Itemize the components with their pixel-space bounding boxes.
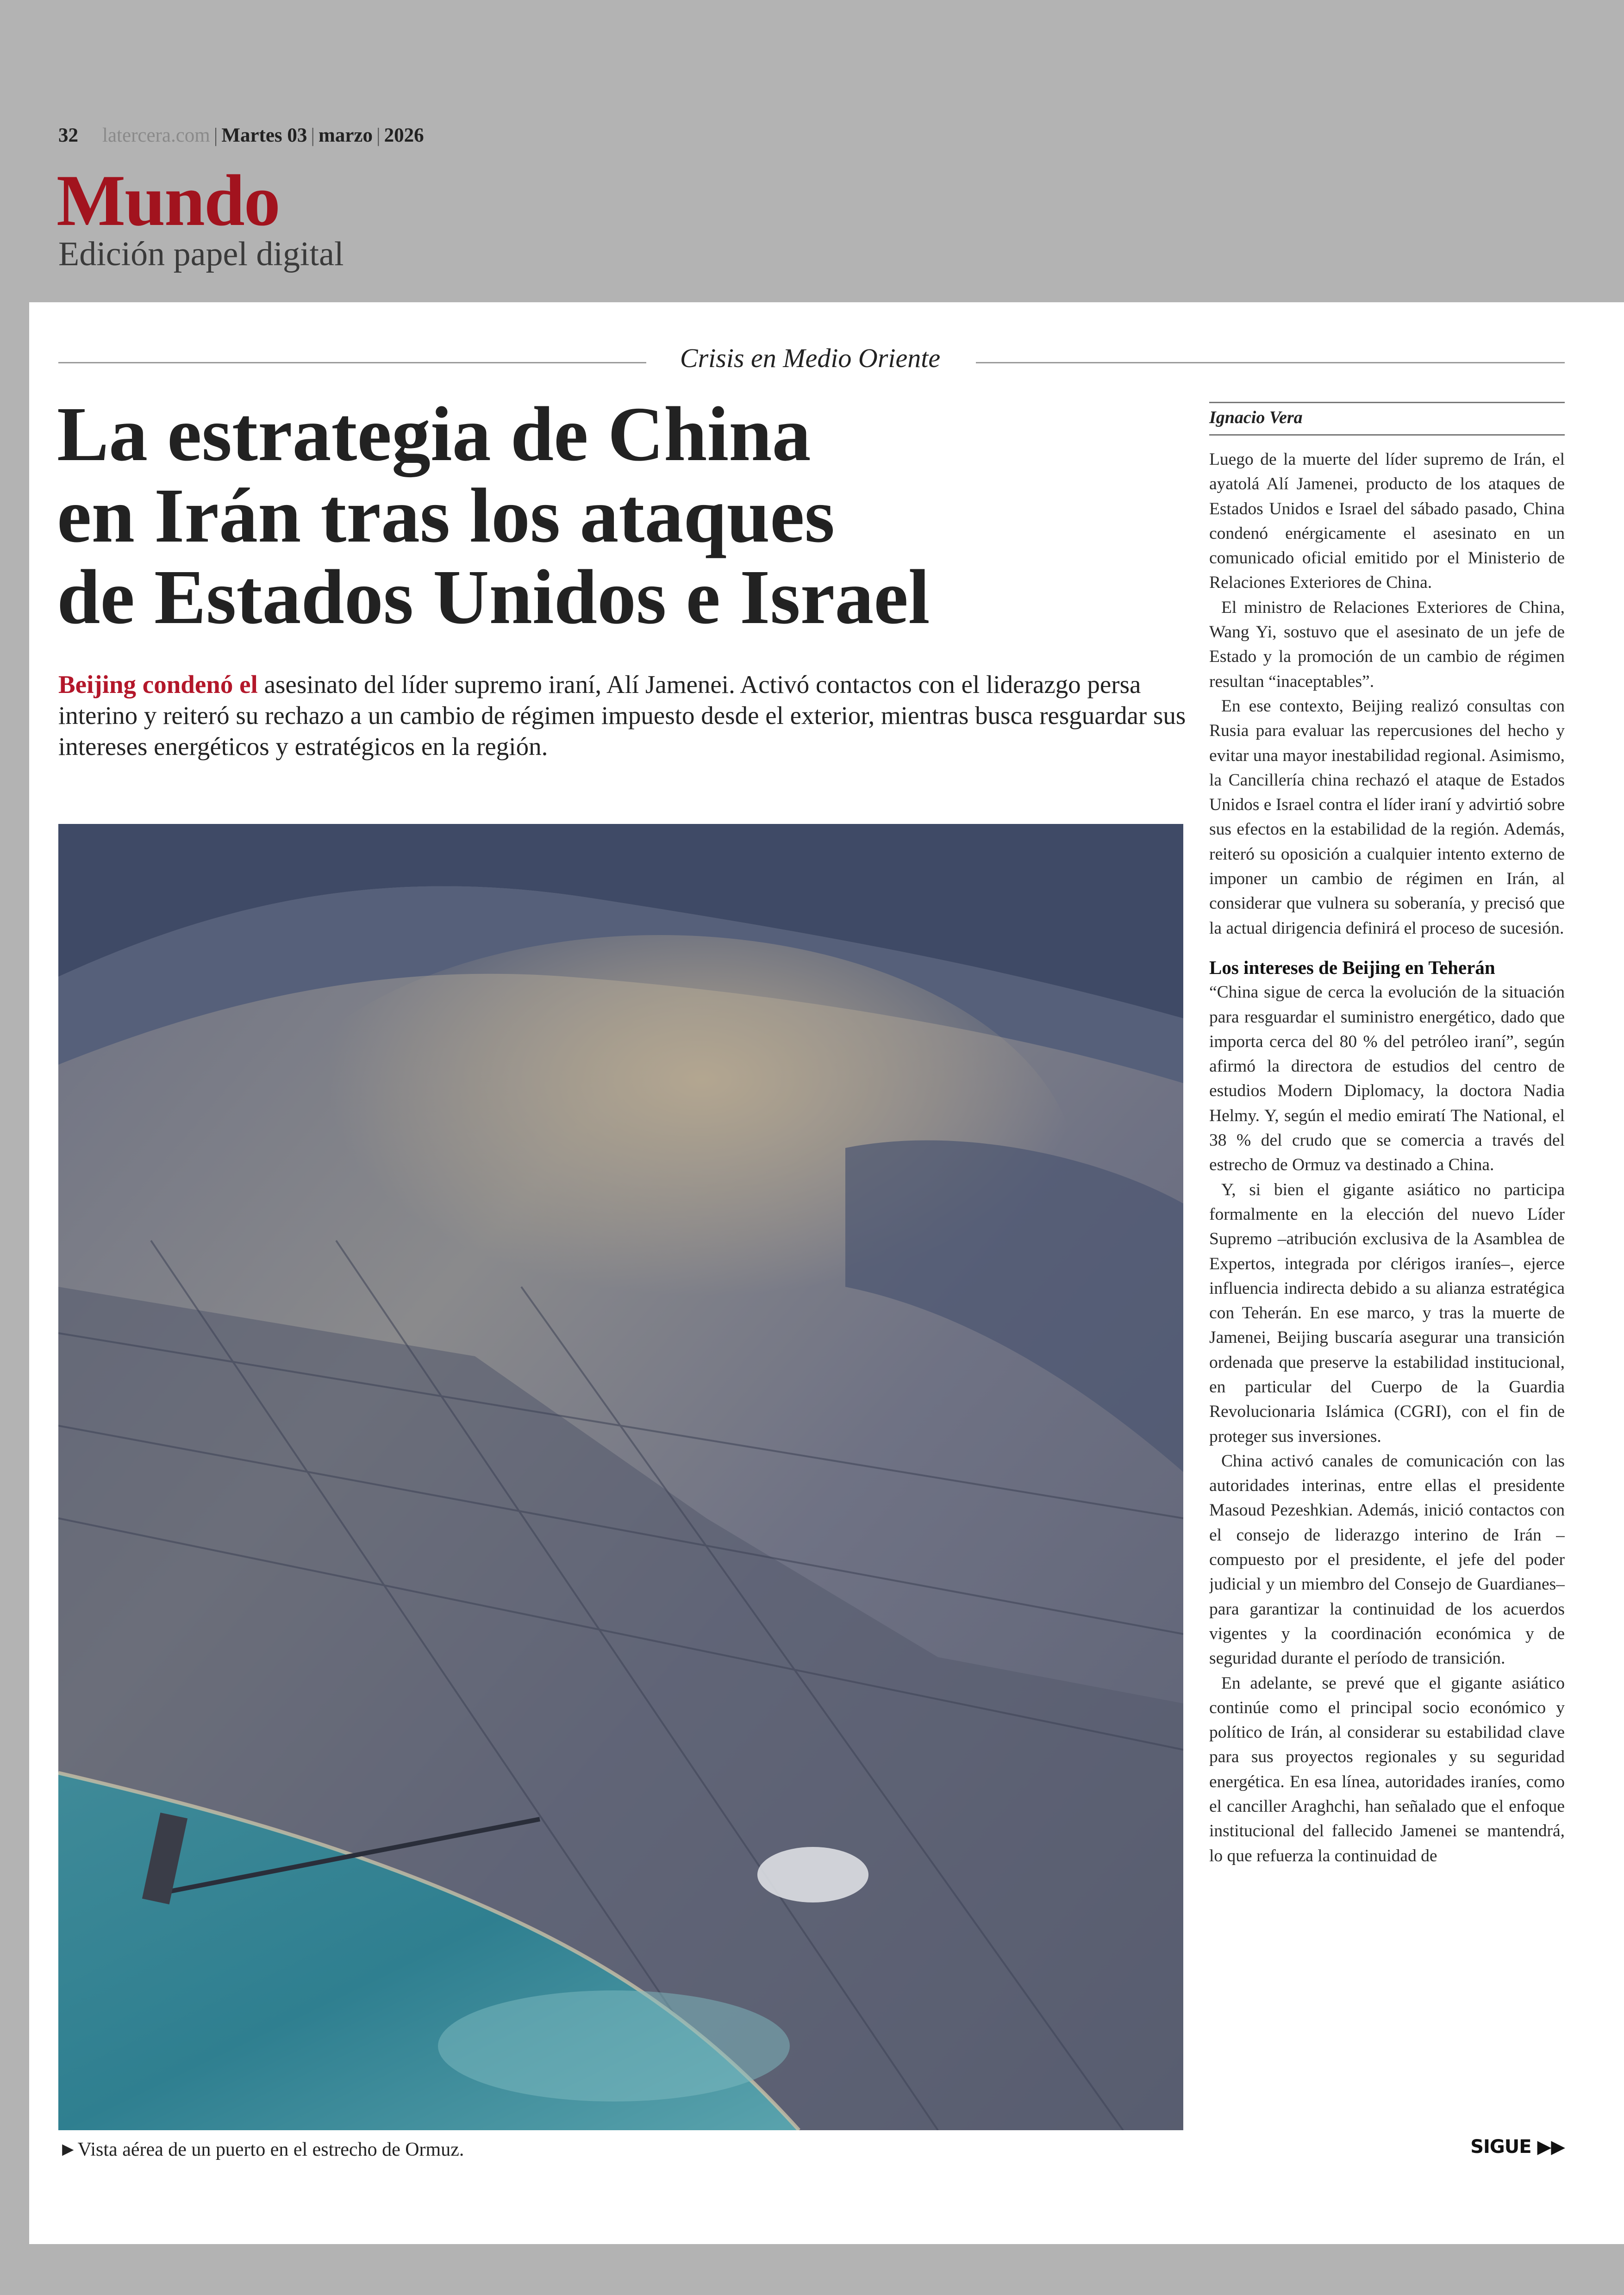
- byline-rule-bottom: [1209, 434, 1565, 436]
- deck-text: asesinato del líder supremo iraní, Alí Jamenei. Activó contactos con el liderazgo persa interino y reiteró su rechazo a un cambio de régimen impuesto desde el exterior, mientras busca resguardar sus intereses energéticos y estratégicos en la región.: [58, 670, 1186, 761]
- deck-lead: Beijing condenó el: [58, 670, 258, 698]
- body-paragraph: Luego de la muerte del líder supremo de Irán, el ayatolá Alí Jamenei, producto de los ataques de Estados Unidos e Israel del sábado pasado, China condenó enérgicamente el asesinato en un comunicado oficial emitido por el Ministerio de Relaciones Exteriores de China.: [1209, 450, 1565, 592]
- section-title: Mundo: [56, 160, 280, 241]
- aerial-port-image: [58, 824, 1183, 2130]
- body-paragraph: “China sigue de cerca la evolución de la situación para resguardar el suministro energético, dado que importa cerca del 80 % del petróleo iraní”, según afirmó la directora de estudios del centro de estudios Modern Diplomacy, la doctora Nadia Helmy. Y, según el medio emiratí The National, el 38 % del crudo que se comercia a través del estrecho de Ormuz va destinado a China.: [1209, 983, 1565, 1175]
- edition-label: Edición papel digital: [58, 235, 344, 273]
- date-weekday: Martes 03: [221, 125, 307, 146]
- date-year: 2026: [384, 125, 424, 146]
- article-photo[interactable]: [58, 824, 1183, 2130]
- kicker-rule-right: [976, 362, 1565, 363]
- byline: Ignacio Vera: [1209, 408, 1303, 427]
- kicker-rule-left: [58, 362, 646, 363]
- article-kicker: Crisis en Medio Oriente: [680, 343, 941, 373]
- body-paragraph: En adelante, se prevé que el gigante asiático continúe como el principal socio económico y político de Irán, al considerar su estabilidad clave para sus proyectos regionales y su seguridad energética. En esa línea, autoridades iraníes, como el canciller Araghchi, han señalado que el enfoque institucional del fallecido Jamenei se mantendrá, lo que refuerza la continuidad de: [1209, 1673, 1565, 1865]
- body-paragraph: El ministro de Relaciones Exteriores de China, Wang Yi, sostuvo que el asesinato de un jefe de Estado y la promoción de un cambio de régimen resultan “inaceptables”.: [1209, 598, 1565, 691]
- continue-link[interactable]: SIGUE ▶▶: [1470, 2136, 1565, 2158]
- body-paragraph: En ese contexto, Beijing realizó consultas con Rusia para evaluar las repercusiones del hecho y evitar una mayor inestabilidad regional. Asimismo, la Cancillería china rechazó el ataque de Estados Unidos e Israel contra el líder iraní y advirtió sobre sus efectos en la estabilidad de la región. Además, reiteró su oposición a cualquier intento externo de imponer un cambio de régimen en Irán, al considerar que vulnera su soberanía, y precisó que la actual dirigencia definirá el proceso de sucesión.: [1209, 696, 1565, 938]
- article-deck: [58, 669, 1193, 762]
- site-name[interactable]: latercera.com: [102, 125, 210, 146]
- body-paragraph: China activó canales de comunicación con las autoridades interinas, entre ellas el presidente Masoud Pezeshkian. Además, inició contactos con el consejo de liderazgo interino de Irán –compuesto por el presidente, el jefe del poder judicial y un miembro del Consejo de Guardianes– para garantizar la continuidad de los acuerdos vigentes y la coordinación económica y de seguridad durante el período de transición.: [1209, 1451, 1565, 1668]
- byline-rule-top: [1209, 402, 1565, 403]
- page-number: 32: [58, 125, 78, 146]
- article-headline: [57, 393, 1168, 638]
- page-header-bar: 32 latercera.com | Martes 03 | marzo | 2026: [58, 125, 424, 146]
- headline-line: La estrategia de China: [57, 391, 811, 477]
- body-paragraph: Y, si bien el gigante asiático no participa formalmente en la elección del nuevo Líder Supremo –atribución exclusiva de la Asamblea de Expertos, integrada por clérigos iraníes–, ejerce influencia indirecta debido a su alianza estratégica con Teherán. En ese marco, y tras la muerte de Jamenei, Beijing buscaría asegurar una transición ordenada que preserve la estabilidad institucional, en particular del Cuerpo de la Guardia Revolucionaria Islámica (CGRI), con el fin de proteger sus inversiones.: [1209, 1180, 1565, 1446]
- photo-caption: ►Vista aérea de un puerto en el estrecho de Ormuz.: [58, 2139, 464, 2160]
- date-month: marzo: [319, 125, 373, 146]
- body-subhead: Los intereses de Beijing en Teherán: [1209, 956, 1495, 978]
- article-body: [1209, 447, 1565, 2109]
- headline-line: de Estados Unidos e Israel: [57, 554, 930, 640]
- headline-line: en Irán tras los ataques: [57, 473, 835, 559]
